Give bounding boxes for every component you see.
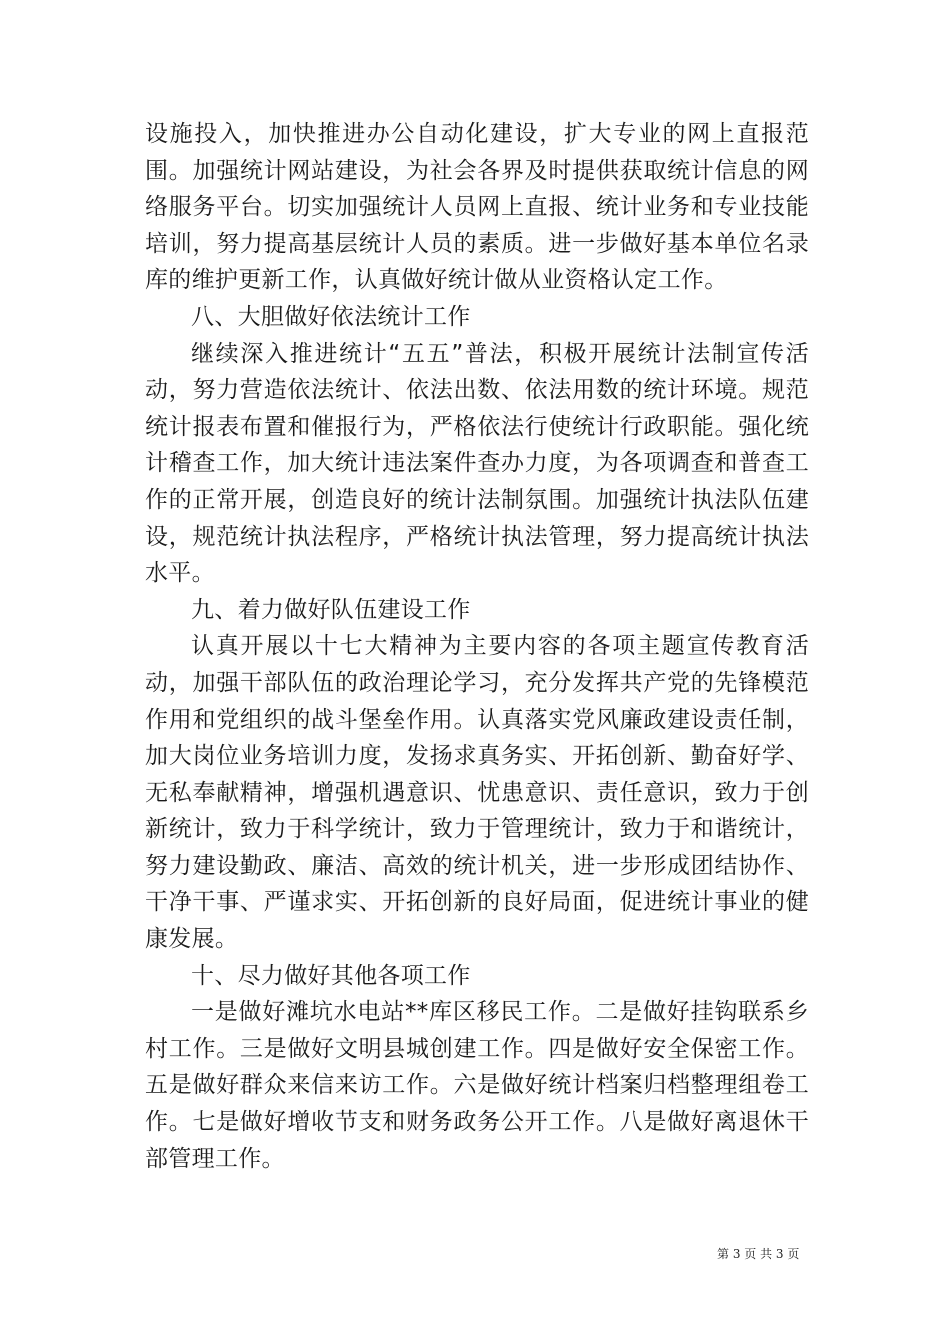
paragraph-section-9: 认真开展以十七大精神为主要内容的各项主题宣传教育活动，加强干部队伍的政治理论学习，充分发挥共产党的先锋模范作用和党组织的战斗堡垒作用。认真落实党风廉政建设责任制，加大岗位业务培训力度，发扬求真务实、开拓创新、勤奋好学、无私奉献精神，增强机遇意识、忧患意识、责任意识，致力于创新统计，致力于科学统计，致力于管理统计，致力于和谐统计，努力建设勤政、廉洁、高效的统计机关，进一步形成团结协作、干净干事、严谨求实、开拓创新的良好局面，促进统计事业的健康发展。 — [145, 633, 809, 953]
document-body — [145, 116, 809, 1177]
section-heading-9: 九、着力做好队伍建设工作 — [191, 596, 471, 623]
section-heading-8: 八、大胆做好依法统计工作 — [191, 303, 471, 330]
section-heading-10: 十、尽力做好其他各项工作 — [191, 962, 471, 989]
paragraph-section-8: 继续深入推进统计“五五”普法，积极开展统计法制宣传活动，努力营造依法统计、依法出数、依法用数的统计环境。规范统计报表布置和催报行为，严格依法行使统计行政职能。强化统计稽查工作，加大统计违法案件查办力度，为各项调查和普查工作的正常开展，创造良好的统计法制氛围。加强统计执法队伍建设，规范统计执法程序，严格统计执法管理，努力提高统计执法水平。 — [145, 340, 809, 587]
page-number-footer: 第 3 页 共 3 页 — [717, 1247, 800, 1261]
paragraph-section-10: 一是做好滩坑水电站**库区移民工作。二是做好挂钩联系乡村工作。三是做好文明县城创建工作。四是做好安全保密工作。五是做好群众来信来访工作。六是做好统计档案归档整理组卷工作。七是做好增收节支和财务政务公开工作。八是做好离退休干部管理工作。 — [145, 999, 809, 1172]
paragraph-continuation: 设施投入，加快推进办公自动化建设，扩大专业的网上直报范围。加强统计网站建设，为社会各界及时提供获取统计信息的网络服务平台。切实加强统计人员网上直报、统计业务和专业技能培训，努力提高基层统计人员的素质。进一步做好基本单位名录库的维护更新工作，认真做好统计做从业资格认定工作。 — [145, 121, 809, 294]
